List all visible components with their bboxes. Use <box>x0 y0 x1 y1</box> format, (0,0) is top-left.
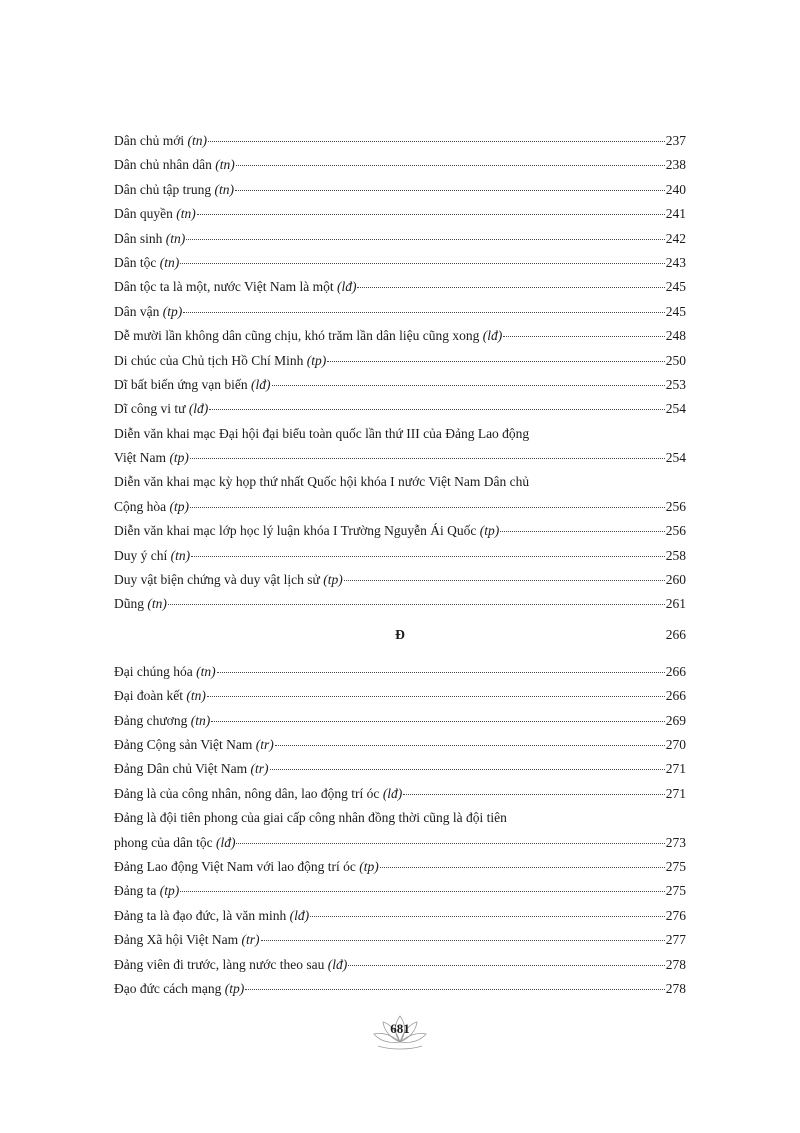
entry-title-text: Dũng <box>114 596 148 612</box>
dot-leader <box>327 361 665 362</box>
dot-leader <box>348 965 665 966</box>
entry-title <box>114 977 244 1001</box>
dot-leader <box>270 769 665 770</box>
toc-entry <box>114 275 686 299</box>
entry-page-number: 275 <box>665 883 686 899</box>
entry-type-tag: (lđ) <box>215 834 236 850</box>
entry-page-number: 243 <box>665 254 686 270</box>
toc-entry <box>114 879 686 903</box>
entry-title-text: Dễ mười lần không dân cũng chịu, khó trăm lần dân liệu cũng xong <box>114 328 483 344</box>
entry-title <box>114 592 167 616</box>
toc-entry <box>114 806 686 855</box>
dot-leader <box>208 141 665 142</box>
entry-title-line2 <box>114 495 686 519</box>
entry-page-number: 273 <box>665 834 686 850</box>
toc-entry <box>114 324 686 348</box>
entry-title <box>114 709 210 733</box>
toc-entry <box>114 373 686 397</box>
entry-type-tag: (tr) <box>250 761 269 777</box>
entry-title <box>114 684 206 708</box>
toc-entry <box>114 544 686 568</box>
entry-title-line2 <box>114 831 686 855</box>
entry-title-text: Dân vận <box>114 303 163 319</box>
entry-page-number: 278 <box>665 980 686 996</box>
entry-title <box>114 153 235 177</box>
dot-leader <box>380 867 665 868</box>
entry-page-number: 266 <box>665 663 686 679</box>
dot-leader <box>236 843 664 844</box>
entry-title <box>114 568 343 592</box>
entry-title-text: Dân chủ tập trung <box>114 181 215 197</box>
toc-entry <box>114 227 686 251</box>
entry-title <box>114 397 208 421</box>
toc-entry <box>114 660 686 684</box>
entry-type-tag: (tn) <box>147 596 167 612</box>
entry-title <box>114 831 235 855</box>
entry-title-text: Đại đoàn kết <box>114 688 187 704</box>
entry-type-tag: (tr) <box>255 736 274 752</box>
entry-page-number: 256 <box>665 498 686 514</box>
toc-entry <box>114 904 686 928</box>
entry-type-tag: (lđ) <box>336 279 357 295</box>
entry-title-line1: Đảng là đội tiên phong của giai cấp công nhân đồng thời cũng là đội tiên <box>114 810 507 826</box>
entry-title-line2 <box>114 446 686 470</box>
entry-title-text: Diễn văn khai mạc lớp học lý luận khóa I Trường Nguyễn Ái Quốc <box>114 523 480 539</box>
entry-title <box>114 495 189 519</box>
entry-type-tag: (tn) <box>215 157 235 173</box>
entry-title <box>114 519 499 543</box>
table-of-contents <box>114 129 686 1001</box>
dot-leader <box>344 580 665 581</box>
entry-title-text: Đảng Lao động Việt Nam với lao động trí óc <box>114 858 360 874</box>
dot-leader <box>180 263 665 264</box>
entry-title-line1: Diễn văn khai mạc Đại hội đại biểu toàn quốc lần thứ III của Đảng Lao động <box>114 425 530 441</box>
entry-title-text: Di chúc của Chủ tịch Hồ Chí Minh <box>114 352 307 368</box>
entry-page-number: 253 <box>665 376 686 392</box>
toc-entry <box>114 129 686 153</box>
dot-leader <box>500 531 664 532</box>
dot-leader <box>207 696 665 697</box>
entry-title-text: Đại chúng hóa <box>114 663 197 679</box>
dot-leader <box>235 190 665 191</box>
toc-entry <box>114 300 686 324</box>
entry-title-text: Đảng ta là đạo đức, là văn minh <box>114 907 290 923</box>
toc-entry <box>114 397 686 421</box>
toc-entry <box>114 855 686 879</box>
entry-type-tag: (tn) <box>187 133 207 148</box>
entry-title-text: Đảng Xã hội Việt Nam <box>114 932 242 948</box>
dot-leader <box>503 336 664 337</box>
toc-entry <box>114 202 686 226</box>
entry-title <box>114 324 502 348</box>
entry-title-text: Dĩ bất biến ứng vạn biến <box>114 376 252 392</box>
dot-leader <box>180 891 665 892</box>
toc-entry <box>114 928 686 952</box>
entry-page-number: 245 <box>665 303 686 319</box>
entry-title-text: Duy vật biện chứng và duy vật lịch sử <box>114 572 324 588</box>
entry-type-tag: (lđ) <box>188 401 209 417</box>
entry-page-number: 277 <box>665 932 686 948</box>
entry-type-tag: (lđ) <box>251 376 271 392</box>
entry-type-tag: (tp) <box>159 883 180 899</box>
entry-title <box>114 782 402 806</box>
entry-page-number: 260 <box>665 572 686 588</box>
entry-type-tag: (tp) <box>169 498 189 514</box>
entry-page-number: 275 <box>665 858 686 874</box>
entry-type-tag: (tn) <box>170 547 191 563</box>
entry-type-tag: (tp) <box>306 352 327 368</box>
entry-title-text: Đảng chương <box>114 712 191 728</box>
entry-title <box>114 178 234 202</box>
entry-page-number: 256 <box>665 523 686 539</box>
entry-page-number: 266 <box>665 688 686 704</box>
entry-type-tag: (tp) <box>323 572 343 588</box>
entry-type-tag: (tp) <box>169 450 189 466</box>
toc-entry <box>114 733 686 757</box>
entry-title <box>114 446 189 470</box>
dot-leader <box>209 409 664 410</box>
entry-title-text: Dĩ công vi tư <box>114 401 189 417</box>
entry-title <box>114 129 207 153</box>
entry-page-number: 238 <box>665 157 686 173</box>
dot-leader <box>190 458 665 459</box>
toc-entry <box>114 153 686 177</box>
entry-type-tag: (tn) <box>159 254 180 270</box>
entry-page-number: 271 <box>665 785 686 801</box>
toc-entry <box>114 519 686 543</box>
entry-title <box>114 953 347 977</box>
entry-title <box>114 855 379 879</box>
entry-title-text: Dân sinh <box>114 230 166 246</box>
entry-page-number: 276 <box>665 907 686 923</box>
entry-page-number: 261 <box>665 596 686 612</box>
entry-title-text: Cộng hòa <box>114 498 170 514</box>
entry-page-number: 254 <box>665 450 686 466</box>
section-letter: Đ <box>395 626 405 642</box>
dot-leader <box>183 312 665 313</box>
entry-page-number: 270 <box>665 736 686 752</box>
dot-leader <box>186 239 665 240</box>
entry-title <box>114 904 309 928</box>
entry-title <box>114 879 179 903</box>
entry-page-number: 237 <box>665 133 686 148</box>
entry-title <box>114 660 216 684</box>
toc-entry <box>114 977 686 1001</box>
entry-type-tag: (lđ) <box>327 956 348 972</box>
entry-type-tag: (tn) <box>214 181 234 197</box>
entry-page-number: 269 <box>665 712 686 728</box>
entry-title <box>114 757 269 781</box>
toc-entry <box>114 178 686 202</box>
entry-type-tag: (tn) <box>190 712 211 728</box>
dot-leader <box>197 214 665 215</box>
entry-page-number: 241 <box>665 206 686 222</box>
entry-title <box>114 373 271 397</box>
entry-type-tag: (tp) <box>359 858 379 874</box>
dot-leader <box>403 794 664 795</box>
toc-entry <box>114 470 686 519</box>
dot-leader <box>168 604 665 605</box>
entry-type-tag: (tp) <box>479 523 500 539</box>
toc-entry <box>114 592 686 616</box>
entries-dd-list <box>114 660 686 1001</box>
dot-leader <box>261 940 665 941</box>
entry-type-tag: (tn) <box>196 663 216 679</box>
entry-title-text: Đảng ta <box>114 883 160 899</box>
entry-type-tag: (tp) <box>162 303 183 319</box>
entry-title-text: Dân chủ nhân dân <box>114 157 216 173</box>
dot-leader <box>357 287 664 288</box>
entry-title-text: Dân chủ mới <box>114 133 188 148</box>
page-number: 681 <box>390 1021 410 1036</box>
entry-type-tag: (tn) <box>186 688 206 704</box>
toc-entry <box>114 709 686 733</box>
dot-leader <box>211 721 665 722</box>
entry-title <box>114 300 182 324</box>
dot-leader <box>310 916 665 917</box>
entry-title-text: Đảng là của công nhân, nông dân, lao động trí óc <box>114 785 383 801</box>
entry-title-text: Duy ý chí <box>114 547 171 563</box>
entry-title <box>114 275 356 299</box>
entry-title <box>114 349 326 373</box>
entry-title-line1: Diễn văn khai mạc kỳ họp thứ nhất Quốc hội khóa I nước Việt Nam Dân chủ <box>114 474 530 490</box>
section-page-number: 266 <box>665 626 686 642</box>
dot-leader <box>245 989 664 990</box>
entry-title-text: Đảng Dân chủ Việt Nam <box>114 761 251 777</box>
entry-page-number: 240 <box>665 181 686 197</box>
dot-leader <box>190 507 665 508</box>
entry-page-number: 242 <box>665 230 686 246</box>
entries-d-list <box>114 129 686 617</box>
entry-title <box>114 227 185 251</box>
entry-type-tag: (tp) <box>224 980 245 996</box>
toc-entry <box>114 349 686 373</box>
entry-title-text: Việt Nam <box>114 450 170 466</box>
entry-page-number: 278 <box>665 956 686 972</box>
dot-leader <box>217 672 665 673</box>
entry-title-text: phong của dân tộc <box>114 834 216 850</box>
entry-title-text: Dân tộc ta là một, nước Việt Nam là một <box>114 279 337 295</box>
toc-entry <box>114 251 686 275</box>
entry-page-number: 258 <box>665 547 686 563</box>
entry-title-text: Dân tộc <box>114 254 160 270</box>
entry-type-tag: (lđ) <box>289 907 310 923</box>
dot-leader <box>272 385 665 386</box>
dot-leader <box>275 745 665 746</box>
dot-leader <box>236 165 665 166</box>
entry-title-text: Đạo đức cách mạng <box>114 980 225 996</box>
toc-entry <box>114 953 686 977</box>
entry-title <box>114 928 260 952</box>
entry-title-text: Đảng Cộng sản Việt Nam <box>114 736 256 752</box>
entry-page-number: 250 <box>665 352 686 368</box>
entry-title <box>114 544 190 568</box>
entry-type-tag: (tr) <box>241 932 260 948</box>
entry-page-number: 248 <box>665 328 686 344</box>
entry-page-number: 245 <box>665 279 686 295</box>
entry-title <box>114 202 196 226</box>
entry-title <box>114 251 179 275</box>
toc-entry <box>114 782 686 806</box>
toc-entry <box>114 757 686 781</box>
entry-type-tag: (lđ) <box>482 328 503 344</box>
entry-title-text: Đảng viên đi trước, làng nước theo sau <box>114 956 328 972</box>
page-footer <box>370 1012 430 1052</box>
toc-entry <box>114 684 686 708</box>
entry-title <box>114 733 274 757</box>
toc-entry <box>114 422 686 471</box>
entry-page-number: 271 <box>665 761 686 777</box>
entry-title-text: Dân quyền <box>114 206 177 222</box>
entry-page-number: 254 <box>665 401 686 417</box>
entry-type-tag: (tn) <box>165 230 186 246</box>
dot-leader <box>191 556 665 557</box>
entry-type-tag: (lđ) <box>382 785 403 801</box>
toc-entry <box>114 568 686 592</box>
entry-type-tag: (tn) <box>176 206 196 222</box>
section-heading <box>114 627 686 651</box>
